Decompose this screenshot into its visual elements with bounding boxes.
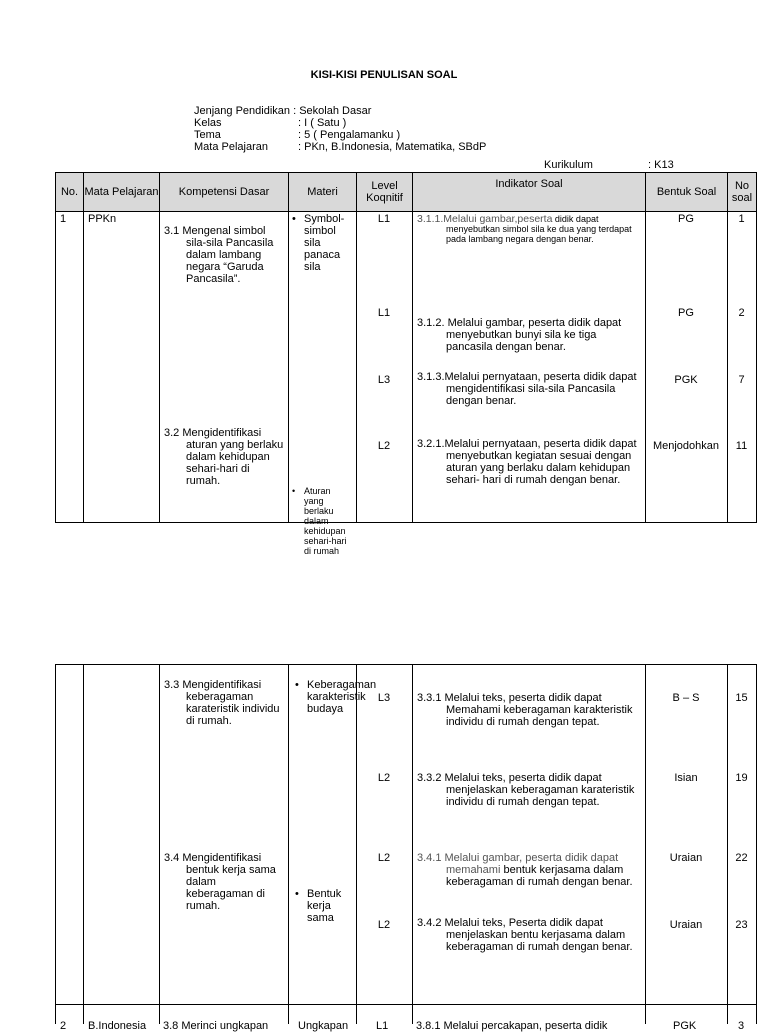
document-meta — [194, 105, 486, 153]
next-row-cutoff — [0, 1004, 768, 1032]
tema-label: Tema — [194, 129, 221, 141]
kisi-table-1 — [55, 172, 757, 556]
materi-keberagaman: • Keberagaman karakteristik budaya — [293, 679, 351, 715]
materi-simbol: • Symbol-simbol sila panaca sila — [290, 213, 352, 273]
bentuk-6: Isian — [674, 772, 698, 784]
jenjang-label: Jenjang Pendidikan — [194, 105, 291, 117]
kd-3-1: 3.1 Mengenal simbol sila-sila Pancasila dalam lambang negara “Garuda Pancasila”. — [164, 225, 274, 285]
indikator-3-4-1: 3.4.1 Melalui gambar, peserta didik dapat memahami bentuk kerjasama dalam keberagaman di rumah dengan benar. — [417, 852, 633, 888]
kelas-label: Kelas — [194, 117, 222, 129]
indikator-3-3-1: 3.3.1 Melalui teks, peserta didik dapat Memahami keberagaman karakteristik individu di rumah dengan tepat. — [417, 692, 633, 728]
header-level: Level Koqnitif — [357, 173, 413, 212]
header-kd: Kompetensi Dasar — [160, 173, 289, 212]
kisi-table-2 — [55, 664, 757, 1005]
bentuk-1: PG — [678, 213, 694, 225]
row-mapel: PPKn — [88, 213, 117, 225]
header-mapel: Mata Pelajaran — [84, 173, 160, 212]
nosoal-7: 22 — [735, 852, 748, 864]
tema-value: : 5 ( Pengalamanku ) — [298, 129, 401, 141]
bentuk-8: Uraian — [669, 919, 703, 931]
header-indikator: Indikator Soal — [413, 173, 646, 212]
nosoal-1: 1 — [738, 213, 745, 225]
nosoal-2: 2 — [738, 307, 745, 319]
indikator-3-3-2: 3.3.2 Melalui teks, peserta didik dapat menjelaskan keberagaman karateristik individu di rumah dengan tepat. — [417, 772, 635, 808]
cutoff-materi: Ungkapan — [298, 1020, 349, 1032]
nosoal-4: 11 — [735, 440, 748, 452]
bentuk-7: Uraian — [669, 852, 703, 864]
level-2: L1 — [377, 307, 391, 319]
cutoff-level: L1 — [376, 1020, 389, 1032]
kelas-value: : I ( Satu ) — [298, 117, 347, 129]
indikator-3-1-3: 3.1.3.Melalui pernyataan, peserta didik dapat mengidentifikasi sila-sila Pancasila dengan benar. — [417, 371, 637, 407]
cutoff-no: 2 — [60, 1020, 67, 1032]
level-6: L2 — [377, 772, 391, 784]
materi-kerjasama: • Bentuk kerja sama — [293, 888, 351, 924]
bentuk-5: B – S — [672, 692, 700, 704]
indikator-3-1-1: 3.1.1.Melalui gambar,peserta didik dapat menyebutkan simbol sila ke dua yang terdapat pada lambang negara dengan benar. — [417, 213, 632, 244]
kd-3-3: 3.3 Mengidentifikasi keberagaman karateristik individu di rumah. — [164, 679, 280, 727]
kd-3-2: 3.2 Mengidentifikasi aturan yang berlaku dalam kehidupan sehari-hari di rumah. — [164, 427, 284, 487]
jenjang-value: : Sekolah Dasar — [293, 105, 372, 117]
indikator-3-2-1: 3.2.1.Melalui pernyataan, peserta didik dapat menyebutkan kegiatan sesuai dengan aturan yang berlaku dalam kehidupan sehari- hari di rumah dengan benar. — [417, 438, 637, 486]
nosoal-3: 7 — [738, 374, 745, 386]
cutoff-indikator: 3.8.1 Melalui percakapan, peserta didik — [416, 1020, 608, 1032]
mapel-label: Mata Pelajaran — [194, 141, 268, 153]
level-8: L2 — [377, 919, 391, 931]
mapel-value: : PKn, B.Indonesia, Matematika, SBdP — [298, 141, 487, 153]
cutoff-mapel: B.Indonesia — [88, 1020, 147, 1032]
cutoff-bentuk: PGK — [673, 1020, 697, 1032]
indikator-3-1-2: 3.1.2. Melalui gambar, peserta didik dapat menyebutkan bunyi sila ke tiga pancasila dengan benar. — [417, 317, 622, 353]
kd-3-4: 3.4 Mengidentifikasi bentuk kerja sama dalam keberagaman di rumah. — [164, 852, 276, 912]
header-nosoal: No soal — [728, 173, 757, 212]
level-4: L2 — [377, 440, 391, 452]
bentuk-4: Menjodohkan — [652, 440, 720, 452]
header-bentuk: Bentuk Soal — [646, 173, 728, 212]
nosoal-8: 23 — [735, 919, 748, 931]
bentuk-3: PGK — [674, 374, 698, 386]
kurikulum-value: : K13 — [648, 159, 674, 171]
kurikulum-label: Kurikulum — [544, 159, 593, 171]
row-no: 1 — [60, 213, 67, 225]
indikator-3-4-2: 3.4.2 Melalui teks, Peserta didik dapat menjelaskan bentu kerjasama dalam keberagaman di rumah dengan benar. — [417, 917, 633, 953]
cutoff-nosoal: 3 — [738, 1020, 745, 1032]
level-5: L3 — [377, 692, 391, 704]
nosoal-6: 19 — [735, 772, 748, 784]
bentuk-2: PG — [678, 307, 694, 319]
materi-aturan: • Aturan yang berlaku dalam kehidupan sehari-hari di rumah — [290, 486, 352, 556]
level-3: L3 — [377, 374, 391, 386]
page-title: KISI-KISI PENULISAN SOAL — [310, 69, 458, 81]
header-materi: Materi — [289, 173, 357, 212]
level-7: L2 — [377, 852, 391, 864]
level-1: L1 — [377, 213, 391, 225]
nosoal-5: 15 — [735, 692, 748, 704]
header-no: No. — [56, 173, 84, 212]
cutoff-kd: 3.8 Merinci ungkapan — [163, 1020, 269, 1032]
kurikulum — [544, 159, 674, 171]
